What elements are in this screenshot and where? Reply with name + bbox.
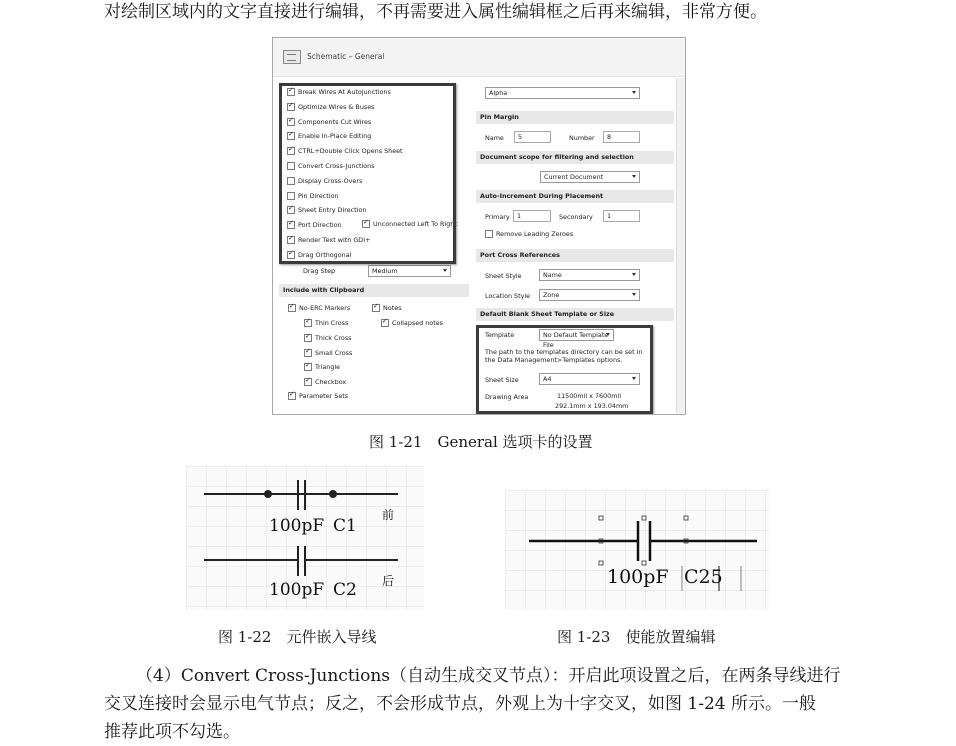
before-tag: 前 bbox=[382, 508, 395, 522]
pin-name-label: Name bbox=[485, 134, 504, 142]
clipboard-header: Include with Clipboard bbox=[279, 284, 469, 297]
checkbox-box[interactable] bbox=[304, 378, 312, 386]
checkbox-label: Port Direction bbox=[298, 221, 342, 230]
sheet-size-label: Sheet Size bbox=[485, 376, 519, 384]
chevron-down-icon bbox=[632, 175, 636, 178]
checkbox-label: Collapsed notes bbox=[392, 319, 443, 327]
paragraph-line-2: 交叉连接时会显示电气节点；反之，不会形成节点，外观上为十字交叉，如图 1-24 所示。一般 bbox=[104, 694, 816, 714]
checkbox-box[interactable] bbox=[288, 304, 296, 312]
location-style-label: Location Style bbox=[485, 292, 531, 300]
checkbox-label: Small Cross bbox=[315, 348, 353, 357]
checkbox-label: Unconnected Left To Right bbox=[373, 220, 457, 228]
figure-1-23 bbox=[505, 490, 769, 610]
checkbox-label: Convert Cross-Junctions bbox=[298, 162, 375, 170]
sheet-size-value: A4 bbox=[543, 375, 552, 383]
checkbox-label: Thin Cross bbox=[315, 319, 349, 327]
primary-label: Primary bbox=[485, 213, 510, 221]
dialog-title-bar bbox=[273, 38, 685, 77]
checkbox-label: Enable In-Place Editing bbox=[298, 132, 372, 141]
clipboard-sub-checkbox[interactable] bbox=[304, 334, 352, 342]
alpha-value: Alpha bbox=[489, 89, 508, 97]
general-settings-dialog bbox=[272, 37, 686, 415]
drawing-area-mm: 292.1mm x 193.04mm bbox=[555, 402, 629, 410]
checkbox-label: Thick Cross bbox=[315, 333, 352, 342]
checkbox-label: Parameter Sets bbox=[299, 392, 349, 400]
figure-1-21-caption: 图 1-21 General 选项卡的设置 bbox=[369, 433, 593, 451]
sheet-style-label: Sheet Style bbox=[485, 272, 522, 280]
checkbox-label: Break Wires At Autojunctions bbox=[298, 88, 391, 96]
checkbox-label: Notes bbox=[383, 304, 402, 312]
parameter-sets-checkbox[interactable] bbox=[288, 392, 348, 400]
secondary-input[interactable]: 1 bbox=[603, 210, 640, 222]
pin-number-input[interactable]: 8 bbox=[603, 131, 640, 143]
schematic-icon bbox=[283, 50, 301, 64]
highlight-box-options bbox=[279, 83, 456, 264]
checkbox-box[interactable] bbox=[304, 349, 312, 357]
doc-scope-select[interactable] bbox=[540, 171, 640, 183]
pin-number-label: Number bbox=[569, 134, 595, 142]
checkbox-label: Checkbox bbox=[315, 378, 347, 387]
chevron-down-icon bbox=[632, 91, 636, 94]
top-paragraph: 对绘制区域内的文字直接进行编辑，不再需要进入属性编辑框之后再来编辑，非常方便。 bbox=[104, 2, 767, 22]
checkbox-label: Pin Direction bbox=[298, 191, 339, 200]
notes-checkbox[interactable] bbox=[372, 304, 401, 312]
checkbox-label: Display Cross-Overs bbox=[298, 176, 363, 185]
dialog-scrollbar[interactable] bbox=[676, 78, 685, 413]
after-tag: 后 bbox=[382, 574, 395, 588]
clipboard-sub-checkbox[interactable] bbox=[304, 378, 346, 386]
sheet-style-select[interactable] bbox=[539, 269, 640, 281]
cap1-ref: C1 bbox=[333, 516, 357, 536]
checkbox-box[interactable] bbox=[288, 392, 296, 400]
pin-margin-header: Pin Margin bbox=[476, 111, 674, 124]
template-label: Template bbox=[485, 331, 515, 339]
cap-ref-edit[interactable]: C25 bbox=[684, 566, 723, 588]
checkbox-label: No-ERC Markers bbox=[299, 304, 351, 312]
figure-1-22 bbox=[186, 466, 424, 610]
auto-increment-header: Auto-Increment During Placement bbox=[476, 190, 674, 203]
primary-input[interactable]: 1 bbox=[513, 210, 551, 222]
no-erc-checkbox[interactable] bbox=[288, 304, 350, 312]
checkbox-label: Remove Leading Zeroes bbox=[496, 230, 574, 238]
template-note-line2: the Data Management>Templates options. bbox=[485, 356, 623, 364]
paragraph-line-3: 推荐此项不勾选。 bbox=[104, 722, 240, 742]
checkbox-label: Optimize Wires & Buses bbox=[298, 102, 375, 111]
checkbox-box[interactable] bbox=[485, 230, 493, 238]
capacitor-edit-svg bbox=[505, 490, 769, 610]
clipboard-sub-checkbox[interactable] bbox=[304, 363, 340, 371]
alpha-select[interactable] bbox=[485, 87, 640, 99]
collapsed-notes-checkbox[interactable] bbox=[381, 319, 443, 327]
template-header: Default Blank Sheet Template or Size bbox=[476, 308, 674, 321]
checkbox-box[interactable] bbox=[304, 363, 312, 371]
checkbox-box[interactable] bbox=[372, 304, 380, 312]
template-note-line1: The path to the templates directory can be set in bbox=[485, 348, 643, 356]
drag-step-value: Medium bbox=[372, 267, 398, 275]
chevron-down-icon bbox=[632, 293, 636, 296]
port-cross-header: Port Cross References bbox=[476, 249, 674, 262]
cap-value: 100pF bbox=[607, 566, 669, 588]
dialog-title: Schematic – General bbox=[307, 52, 385, 61]
clipboard-sub-checkbox[interactable] bbox=[304, 349, 352, 357]
figure-1-22-caption: 图 1-22 元件嵌入导线 bbox=[218, 628, 377, 646]
paragraph-line-1: （4）Convert Cross-Junctions（自动生成交叉节点）：开启此项设置之后，在两条导线进行 bbox=[136, 666, 841, 686]
sheet-style-value: Name bbox=[543, 271, 562, 279]
doc-scope-header: Document scope for filtering and selection bbox=[476, 151, 674, 164]
figure-1-23-caption: 图 1-23 使能放置编辑 bbox=[557, 628, 716, 646]
drag-step-select[interactable] bbox=[368, 265, 451, 277]
checkbox-label: Drag Orthogonal bbox=[298, 250, 352, 259]
checkbox-box[interactable] bbox=[304, 319, 312, 327]
highlight-box-template bbox=[476, 325, 653, 414]
drag-step-label: Drag Step bbox=[303, 267, 336, 275]
chevron-down-icon bbox=[443, 269, 447, 272]
drawing-area-mil: 11500mil x 7600mil bbox=[557, 392, 621, 400]
clipboard-sub-checkbox[interactable] bbox=[304, 319, 348, 327]
drawing-area-label: Drawing Area bbox=[485, 393, 529, 401]
location-style-select[interactable] bbox=[539, 289, 640, 301]
location-style-value: Zone bbox=[543, 291, 560, 299]
cap2-value: 100pF bbox=[269, 580, 325, 600]
cap2-ref: C2 bbox=[333, 580, 357, 600]
checkbox-label: Components Cut Wires bbox=[298, 117, 372, 126]
chevron-down-icon bbox=[632, 273, 636, 276]
checkbox-label: Sheet Entry Direction bbox=[298, 206, 367, 215]
checkbox-label: Triangle bbox=[315, 363, 341, 372]
checkbox-label: Render Text with GDI+ bbox=[298, 236, 371, 244]
remove-leading-zeroes-checkbox[interactable] bbox=[485, 230, 573, 238]
secondary-label: Secondary bbox=[559, 213, 593, 221]
checkbox-label: CTRL+Double Click Opens Sheet bbox=[298, 147, 403, 156]
checkbox-box[interactable] bbox=[381, 319, 389, 327]
checkbox-box[interactable] bbox=[304, 334, 312, 342]
cap1-value: 100pF bbox=[269, 516, 325, 536]
template-value: No Default Template File bbox=[543, 331, 609, 349]
doc-scope-value: Current Document bbox=[544, 173, 604, 181]
pin-name-input[interactable]: 5 bbox=[514, 131, 551, 143]
